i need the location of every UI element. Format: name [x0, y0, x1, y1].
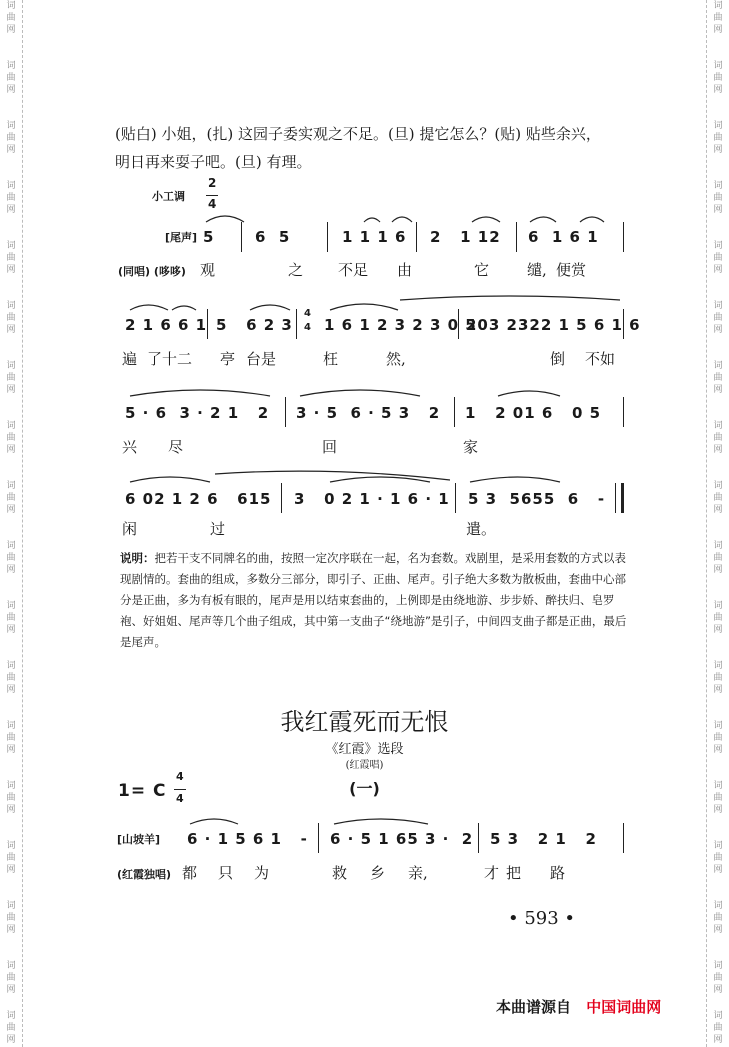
slur-arc [334, 819, 428, 824]
lyric: 了十二 [147, 350, 193, 368]
slur-arc [498, 391, 560, 396]
lyric: 观 [200, 261, 216, 279]
watermark-text: 词 曲 网 [6, 481, 16, 515]
slur-arc [530, 217, 556, 222]
score-measure: 203 2322 1 5 6 1 6 [466, 316, 641, 334]
slur-arc [392, 217, 412, 222]
watermark-text: 词 曲 网 [713, 661, 723, 695]
time-signature-top: 4 [304, 308, 312, 319]
watermark-text: 词 曲 网 [6, 961, 16, 995]
lyric: 倒 [550, 350, 566, 368]
score-measure: 6 1 6 1 [528, 228, 599, 246]
watermark-text: 词 曲 网 [6, 781, 16, 815]
lyric: 遣。 [466, 520, 497, 538]
time-signature-top: 4 [176, 770, 185, 783]
slur-arc [400, 296, 620, 300]
lyric: 家 [463, 438, 479, 456]
watermark-text: 词 曲 网 [713, 181, 723, 215]
lyric: 都 [182, 864, 198, 882]
slur-arc [330, 477, 430, 482]
song-singer: (红霞唱) [345, 760, 384, 771]
key-signature: 1= C [118, 781, 167, 801]
lyric: 台是 [246, 350, 277, 368]
watermark-text: 词 曲 网 [713, 421, 723, 455]
score-measure: 3 · 5 6 · 5 3 2 [296, 404, 441, 422]
watermark-text: 词 曲 网 [6, 181, 16, 215]
lyric: 过 [210, 520, 226, 538]
score-measure: 6 02 1 2 6 615 [125, 490, 272, 508]
lyric: 不足 [338, 261, 369, 279]
watermark-text: 词 曲 网 [6, 721, 16, 755]
score-measure: 6 · 1 5 6 1 - [187, 830, 308, 848]
watermark-text: 词 曲 网 [713, 721, 723, 755]
lyric: 只 [218, 864, 234, 882]
lyric: 才 [484, 864, 500, 882]
slur-arc [364, 218, 380, 222]
slur-arc [472, 217, 500, 222]
watermark-text: 词 曲 网 [713, 1011, 723, 1045]
time-signature-bottom: 4 [176, 792, 185, 805]
slur-arc [330, 304, 398, 310]
score-measure: 6 5 [255, 228, 291, 246]
score-measure: 1 1 1 6 [342, 228, 407, 246]
dialog-line-1: (贴白) 小姐，(扎) 这园子委实观之不足。(旦) 提它怎么？(贴) 贴些余兴， [115, 125, 601, 143]
watermark-text: 词 曲 网 [713, 61, 723, 95]
watermark-text: 词 曲 网 [713, 1, 723, 35]
slur-arc [250, 305, 290, 310]
score-measure: 3 0 2 1 · 1 6 · 1 [294, 490, 450, 508]
source-site-link[interactable]: 中国词曲网 [586, 998, 662, 1016]
lyric: 路 [550, 864, 566, 882]
key-label: 小工调 [152, 190, 185, 203]
time-signature-top: 2 [208, 176, 218, 190]
lyric: 枉 [323, 350, 339, 368]
tune-label-shanpoyang: [山坡羊] [117, 833, 161, 846]
lyric: 由 [397, 261, 413, 279]
lyric: 为 [254, 864, 270, 882]
watermark-text: 词 曲 网 [6, 61, 16, 95]
lyric: 回 [322, 438, 338, 456]
dialog-line-2: 明日再来耍子吧。(旦) 有理。 [115, 153, 312, 171]
slur-arc [130, 390, 270, 396]
score-measure: 5 3 2 1 2 [490, 830, 597, 848]
slur-arc [470, 477, 560, 482]
watermark-text: 词 曲 网 [713, 301, 723, 335]
lyric: 便赏 [556, 261, 587, 279]
watermark-text: 词 曲 网 [6, 241, 16, 275]
score-measure: 1 6 1 2 3 2 3 0 5 [324, 316, 477, 334]
watermark-text: 词 曲 网 [6, 661, 16, 695]
lyric: 它 [474, 261, 490, 279]
watermark-text: 词 曲 网 [6, 361, 16, 395]
watermark-text: 词 曲 网 [6, 901, 16, 935]
slur-arc [300, 390, 420, 396]
time-signature-bottom: 4 [304, 322, 312, 333]
slur-arc [130, 305, 168, 310]
watermark-text: 词 曲 网 [713, 121, 723, 155]
score-measure: 5 · 6 3 · 2 1 2 [125, 404, 270, 422]
slur-arc [130, 477, 210, 482]
score-measure: 2 1 6 6 1 [125, 316, 208, 334]
watermark-text: 词 曲 网 [6, 1011, 16, 1045]
score-measure: 2 1 12 [430, 228, 501, 246]
watermark-text: 词 曲 网 [713, 901, 723, 935]
section-number: (一) [349, 779, 380, 798]
source-credit [496, 996, 661, 1017]
watermark-text: 词 曲 网 [713, 781, 723, 815]
lyric: 之 [288, 261, 304, 279]
watermark-text: 词 曲 网 [713, 841, 723, 875]
watermark-text: 词 曲 网 [6, 421, 16, 455]
watermark-text: 词 曲 网 [713, 961, 723, 995]
watermark-text: 词 曲 网 [6, 121, 16, 155]
watermark-text: 词 曲 网 [6, 1, 16, 35]
lyric: 然, [386, 350, 406, 368]
lyric: 乡 [370, 864, 386, 882]
lyric: 遍 [122, 350, 138, 368]
slur-arc [580, 217, 604, 222]
slur-arc [215, 471, 450, 480]
lyric: 把 [506, 864, 522, 882]
slur-arc [190, 819, 238, 824]
tune-label-weisheng: [尾声] [165, 231, 198, 244]
source-prefix: 本曲谱源自 [496, 998, 572, 1016]
watermark-text: 词 曲 网 [6, 841, 16, 875]
note-label: 说明： [120, 551, 155, 565]
score-measure: 5 6 2 3 [216, 316, 293, 334]
watermark-text: 词 曲 网 [713, 481, 723, 515]
score-measure: 1 2 01 6 0 5 [465, 404, 602, 422]
lyric: 兴 [122, 438, 138, 456]
note-text: 把若干支不同牌名的曲，按照一定次序联在一起，名为套数。戏剧里，是采用套数的方式以表现剧情的。套曲的组成，多数分三部分，即引子、正曲、尾声。引子绝大多数为散板曲，套曲中心部分是正曲，多为有板有眼的，尾声是用以结束套曲的，上例即是由绕地游、步步娇、醉扶归、皂罗袍、好姐姐、尾声等几个曲子组成，其中第一支曲子“绕地游”是引子，中间四支曲子都是正曲，最后是尾声。 [120, 551, 627, 649]
lyric: 缱, [527, 261, 547, 279]
watermark-text: 词 曲 网 [6, 301, 16, 335]
slur-arc [172, 306, 196, 310]
lyric: 亭 [220, 350, 236, 368]
lyric: 亲, [408, 864, 428, 882]
watermark-text: 词 曲 网 [713, 241, 723, 275]
watermark-text: 词 曲 网 [713, 601, 723, 635]
score-measure: 6 · 5 1 65 3 · 2 [330, 830, 474, 848]
song-subtitle: 《红霞》选段 [325, 742, 404, 757]
lyric: 闲 [122, 520, 138, 538]
score-measure: 5 [203, 228, 215, 246]
watermark-text: 词 曲 网 [6, 601, 16, 635]
watermark-text: 词 曲 网 [713, 361, 723, 395]
watermark-text: 词 曲 网 [713, 541, 723, 575]
page-number: • 593 • [508, 908, 576, 929]
slur-arc [206, 216, 244, 222]
song-title: 我红霞死而无恨 [280, 708, 449, 736]
singer-label: (红霞独唱) [117, 868, 172, 881]
time-signature-bottom: 4 [208, 197, 218, 211]
watermark-text: 词 曲 网 [6, 541, 16, 575]
score-measure: 5 3 5655 6 - [468, 490, 606, 508]
singer-label: (同唱) (哆哆) [118, 265, 186, 278]
lyric: 救 [332, 864, 348, 882]
lyric: 不如 [585, 350, 616, 368]
lyric: 尽 [168, 438, 184, 456]
